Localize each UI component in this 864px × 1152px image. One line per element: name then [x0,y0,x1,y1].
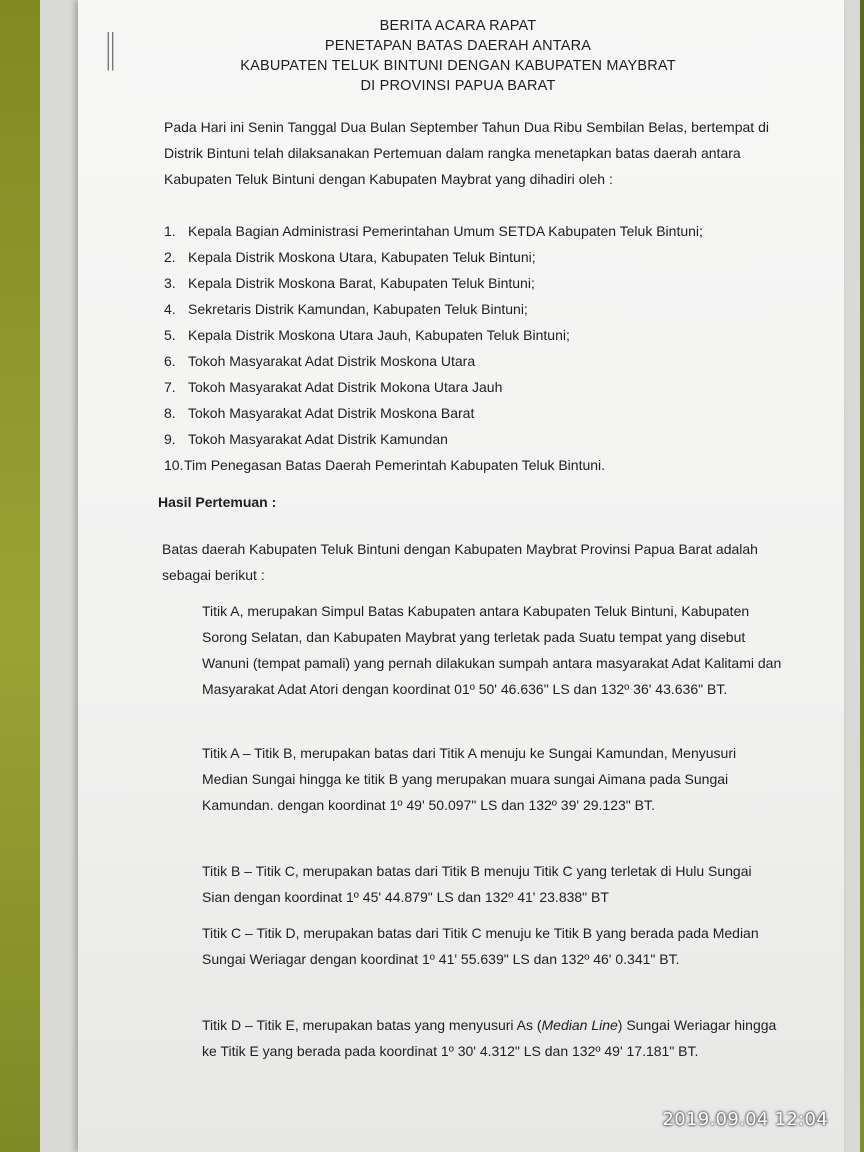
list-number: 10. [164,457,184,473]
list-number: 4. [164,301,176,317]
list-item [164,270,784,296]
document-title [228,16,688,96]
list-text: Kepala Distrik Moskona Barat, Kabupaten Teluk Bintuni; [188,275,535,291]
list-item [164,296,784,322]
intro-paragraph: Pada Hari ini Senin Tanggal Dua Bulan September Tahun Dua Ribu Sembilan Belas, bertempat di Distrik Bintuni telah dilaksanakan Pertemuan dalam rangka menetapkan batas daerah antara Kabupaten Teluk Bintuni dengan Kabupaten Maybrat yang dihadiri oleh : [164,119,769,187]
title-line-2: PENETAPAN BATAS DAERAH ANTARA [324,38,592,54]
list-item [164,322,784,348]
point-b-c: Titik B – Titik C, merupakan batas dari Titik B menuju Titik C yang terletak di Hulu Sungai Sian dengan koordinat 1º 45' 44.879" LS dan 132º 41' 23.838" BT [202,863,752,905]
list-number: 7. [164,379,176,395]
list-text: Kepala Bagian Administrasi Pemerintahan Umum SETDA Kabupaten Teluk Bintuni; [188,223,703,239]
point-c-d: Titik C – Titik D, merupakan batas dari Titik C menuju ke Titik B yang berada pada Median Sungai Weriagar dengan koordinat 1º 41' 55.639" LS dan 132º 46' 0.341" BT. [202,925,759,967]
title-line-4: DI PROVINSI PAPUA BARAT [360,78,556,94]
photo-timestamp: 2019.09.04 12:04 [662,1109,828,1130]
list-number: 6. [164,353,176,369]
point-d-e-italic: Median Line [541,1017,618,1033]
handwritten-mark: || [106,26,115,70]
list-item [164,218,784,244]
list-item [164,452,784,478]
list-number: 2. [164,249,176,265]
list-text: Tim Penegasan Batas Daerah Pemerintah Kabupaten Teluk Bintuni. [184,457,606,473]
list-number: 9. [164,431,176,447]
list-text: Sekretaris Distrik Kamundan, Kabupaten Teluk Bintuni; [188,301,528,317]
document-page [78,0,844,1152]
list-item [164,426,784,452]
results-intro: Batas daerah Kabupaten Teluk Bintuni dengan Kabupaten Maybrat Provinsi Papua Barat adalah sebagai berikut : [162,541,758,583]
attendee-list [164,218,784,478]
point-d-e-text-2: ) Sungai Weriagar hingga ke Titik E yang berada pada koordinat 1º 30' 4.312" LS dan 132º 49' 17.181" BT. [202,1017,777,1059]
list-number: 3. [164,275,176,291]
list-text: Tokoh Masyarakat Adat Distrik Mokona Utara Jauh [188,379,503,395]
list-text: Kepala Distrik Moskona Utara Jauh, Kabupaten Teluk Bintuni; [188,327,570,343]
list-item [164,244,784,270]
list-text: Kepala Distrik Moskona Utara, Kabupaten Teluk Bintuni; [188,249,536,265]
list-number: 5. [164,327,176,343]
list-text: Tokoh Masyarakat Adat Distrik Moskona Barat [188,405,475,421]
list-item [164,400,784,426]
title-line-1: BERITA ACARA RAPAT [379,18,537,34]
point-a-b: Titik A – Titik B, merupakan batas dari Titik A menuju ke Sungai Kamundan, Menyusuri Median Sungai hingga ke titik B yang merupakan muara sungai Aimana pada Sungai Kamundan. dengan koordinat 1º 49' 50.097" LS dan 132º 39' 29.123" BT. [202,745,737,813]
list-number: 1. [164,223,176,239]
list-item [164,374,784,400]
point-a: Titik A, merupakan Simpul Batas Kabupaten antara Kabupaten Teluk Bintuni, Kabupaten Sorong Selatan, dan Kabupaten Maybrat yang terletak pada Suatu tempat yang disebut Wanuni (tempat pamali) yang pernah dilakukan sumpah antara masyarakat Adat Kalitami dan Masyarakat Adat Atori dengan koordinat 01º 50' 46.636" LS dan 132º 36' 43.636" BT. [202,603,782,697]
point-d-e [202,1012,782,1064]
list-number: 8. [164,405,176,421]
list-text: Tokoh Masyarakat Adat Distrik Moskona Utara [188,353,476,369]
point-d-e-text-1: Titik D – Titik E, merupakan batas yang menyusuri As ( [202,1017,542,1033]
list-item [164,348,784,374]
title-line-3: KABUPATEN TELUK BINTUNI DENGAN KABUPATEN MAYBRAT [240,58,676,74]
list-text: Tokoh Masyarakat Adat Distrik Kamundan [188,431,448,447]
results-heading: Hasil Pertemuan : [158,494,277,510]
